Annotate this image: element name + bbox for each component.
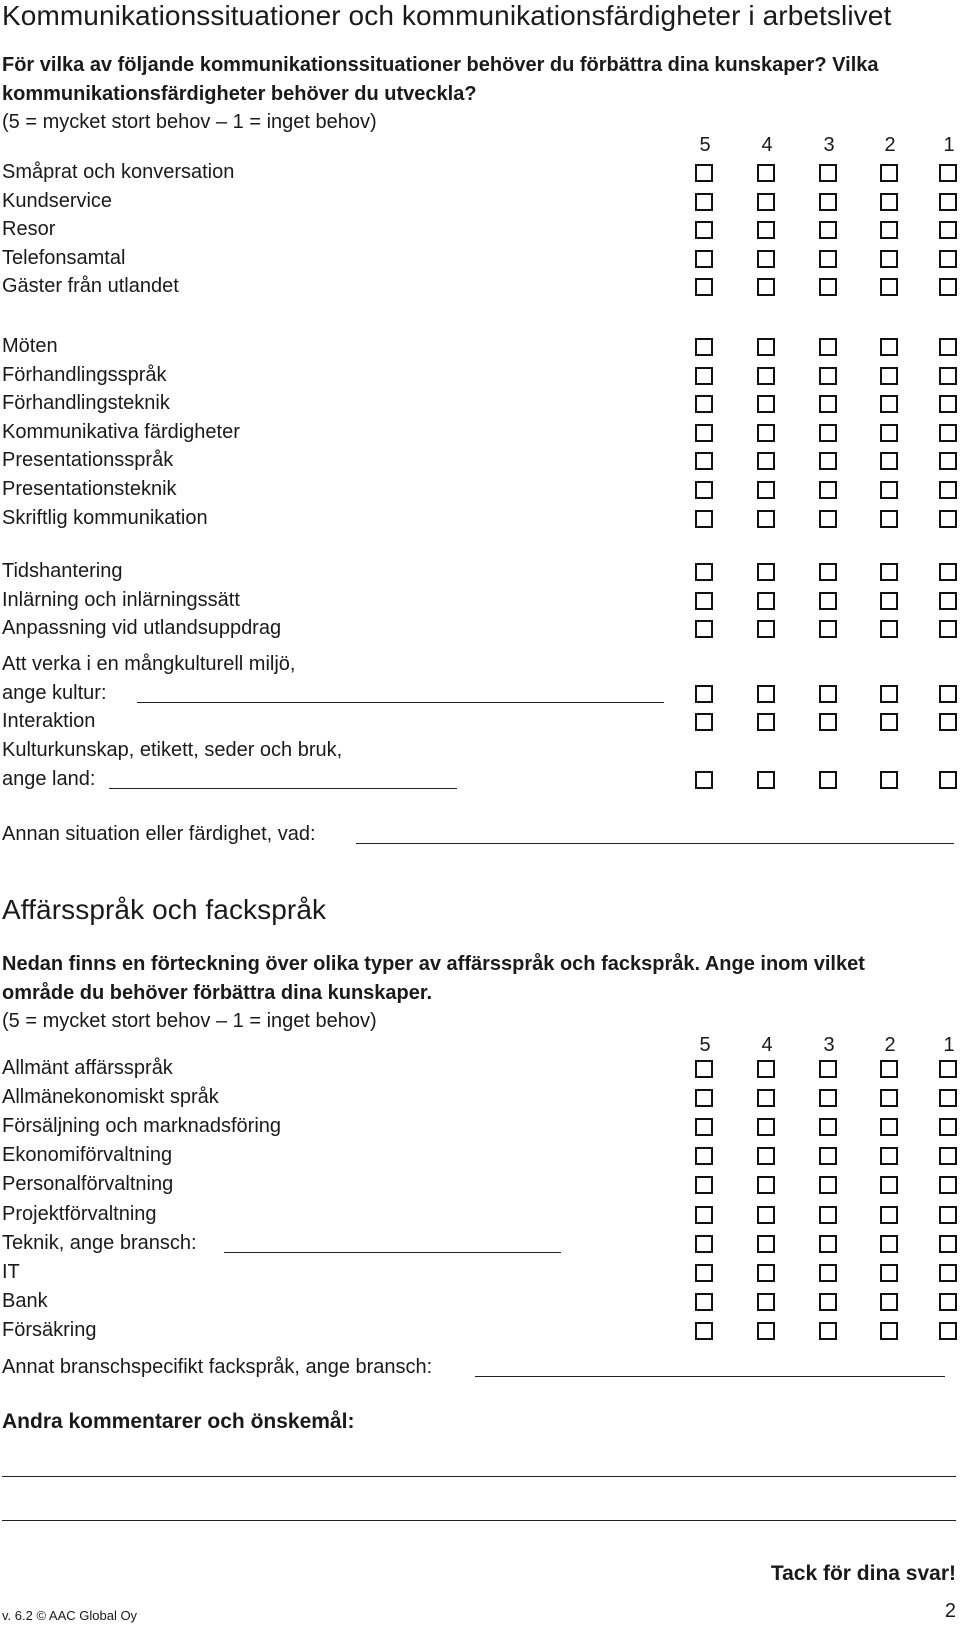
rating-checkbox-2[interactable] bbox=[880, 1147, 898, 1165]
rating-checkbox-1[interactable] bbox=[939, 250, 957, 268]
rating-checkbox-3[interactable] bbox=[819, 592, 837, 610]
rating-checkbox-4[interactable] bbox=[757, 424, 775, 442]
rating-checkbox-5[interactable] bbox=[695, 592, 713, 610]
item-label: Tidshantering bbox=[2, 560, 123, 582]
rating-checkbox-2[interactable] bbox=[880, 1060, 898, 1078]
item-label: Gäster från utlandet bbox=[2, 275, 179, 298]
rating-checkbox-1[interactable] bbox=[939, 620, 957, 638]
item-label: Försäljning och marknadsföring bbox=[2, 1115, 282, 1138]
rating-checkbox-2[interactable] bbox=[880, 1089, 898, 1107]
scale-note-business-language: (5 = mycket stort behov – 1 = inget behov) bbox=[2, 1010, 377, 1032]
rating-checkbox-1[interactable] bbox=[939, 563, 957, 581]
rating-checkbox-4[interactable] bbox=[757, 164, 775, 182]
rating-checkbox-1[interactable] bbox=[939, 221, 957, 239]
list-item bbox=[0, 1258, 960, 1286]
rating-checkbox-3[interactable] bbox=[819, 685, 837, 703]
rating-checkbox-4[interactable] bbox=[757, 771, 775, 789]
rating-checkbox-5[interactable] bbox=[695, 164, 713, 182]
rating-checkbox-5[interactable] bbox=[695, 250, 713, 268]
rating-checkbox-1[interactable] bbox=[939, 1206, 957, 1224]
list-item bbox=[0, 361, 960, 389]
scale-5: 5 bbox=[699, 1034, 711, 1056]
rating-checkbox-4[interactable] bbox=[757, 1322, 775, 1340]
list-item bbox=[0, 1287, 960, 1315]
rating-checkbox-5[interactable] bbox=[695, 1322, 713, 1340]
country-input-line[interactable] bbox=[109, 788, 457, 789]
rating-checkbox-2[interactable] bbox=[880, 713, 898, 731]
rating-checkbox-1[interactable] bbox=[939, 395, 957, 413]
rating-checkbox-1[interactable] bbox=[939, 771, 957, 789]
list-item bbox=[0, 187, 960, 215]
rating-checkbox-5[interactable] bbox=[695, 713, 713, 731]
scale-1: 1 bbox=[943, 1034, 955, 1056]
rating-checkbox-3[interactable] bbox=[819, 221, 837, 239]
rating-checkbox-1[interactable] bbox=[939, 1322, 957, 1340]
rating-checkbox-2[interactable] bbox=[880, 685, 898, 703]
scale-4: 4 bbox=[761, 1034, 773, 1056]
list-item bbox=[0, 1170, 960, 1198]
list-item bbox=[0, 1229, 960, 1257]
list-item-other-branch bbox=[0, 1353, 960, 1381]
item-label: ange land: bbox=[2, 768, 96, 790]
branch-input-line[interactable] bbox=[224, 1252, 561, 1253]
list-item bbox=[0, 614, 960, 642]
section-question-business-language: Nedan finns en förteckning över olika typer av affärsspråk och fackspråk. Ange inom vilket område du behöver förbättra dina kunskaper. bbox=[2, 953, 865, 1004]
item-label: Allmänekonomiskt språk bbox=[2, 1086, 219, 1109]
rating-checkbox-5[interactable] bbox=[695, 1118, 713, 1136]
list-item bbox=[0, 1083, 960, 1111]
rating-checkbox-1[interactable] bbox=[939, 367, 957, 385]
list-item bbox=[0, 475, 960, 503]
section-title-business-language: Affärsspråk och fackspråk bbox=[2, 894, 327, 925]
list-item-culture-field bbox=[0, 679, 960, 707]
rating-checkbox-2[interactable] bbox=[880, 771, 898, 789]
rating-checkbox-3[interactable] bbox=[819, 164, 837, 182]
rating-checkbox-2[interactable] bbox=[880, 1264, 898, 1282]
rating-checkbox-3[interactable] bbox=[819, 1060, 837, 1078]
rating-checkbox-4[interactable] bbox=[757, 1264, 775, 1282]
list-item-culture bbox=[0, 650, 960, 678]
version-text: v. 6.2 © AAC Global Oy bbox=[2, 1608, 138, 1623]
rating-checkbox-5[interactable] bbox=[695, 620, 713, 638]
scale-3: 3 bbox=[823, 134, 835, 156]
rating-checkbox-4[interactable] bbox=[757, 620, 775, 638]
rating-checkbox-4[interactable] bbox=[757, 1089, 775, 1107]
rating-checkbox-4[interactable] bbox=[757, 1206, 775, 1224]
scale-4: 4 bbox=[761, 134, 773, 156]
rating-checkbox-4[interactable] bbox=[757, 367, 775, 385]
rating-checkbox-1[interactable] bbox=[939, 164, 957, 182]
scale-5: 5 bbox=[699, 134, 711, 156]
rating-checkbox-2[interactable] bbox=[880, 1322, 898, 1340]
rating-checkbox-4[interactable] bbox=[757, 510, 775, 528]
rating-checkbox-3[interactable] bbox=[819, 1176, 837, 1194]
item-label: Teknik, ange bransch: bbox=[2, 1231, 197, 1254]
rating-checkbox-2[interactable] bbox=[880, 510, 898, 528]
section-title-communication: Kommunikationssituationer och kommunikationsfärdigheter i arbetslivet bbox=[2, 0, 892, 31]
list-item bbox=[0, 1054, 960, 1082]
rating-checkbox-4[interactable] bbox=[757, 1060, 775, 1078]
scale-header-communication bbox=[0, 131, 960, 159]
other-situation-input-line[interactable] bbox=[356, 843, 954, 844]
rating-checkbox-3[interactable] bbox=[819, 620, 837, 638]
rating-checkbox-1[interactable] bbox=[939, 278, 957, 296]
rating-checkbox-1[interactable] bbox=[939, 1147, 957, 1165]
rating-checkbox-2[interactable] bbox=[880, 452, 898, 470]
rating-checkbox-4[interactable] bbox=[757, 395, 775, 413]
list-item bbox=[0, 418, 960, 446]
rating-checkbox-1[interactable] bbox=[939, 452, 957, 470]
list-item bbox=[0, 1316, 960, 1344]
rating-checkbox-2[interactable] bbox=[880, 367, 898, 385]
comments-line-1[interactable] bbox=[2, 1476, 956, 1477]
rating-checkbox-1[interactable] bbox=[939, 1293, 957, 1311]
list-item bbox=[0, 389, 960, 417]
rating-checkbox-5[interactable] bbox=[695, 1147, 713, 1165]
item-label: IT bbox=[2, 1260, 20, 1283]
rating-checkbox-3[interactable] bbox=[819, 1264, 837, 1282]
list-item bbox=[0, 1200, 960, 1228]
rating-checkbox-4[interactable] bbox=[757, 685, 775, 703]
rating-checkbox-1[interactable] bbox=[939, 713, 957, 731]
rating-checkbox-2[interactable] bbox=[880, 424, 898, 442]
item-label: Annan situation eller färdighet, vad: bbox=[2, 823, 316, 845]
rating-checkbox-3[interactable] bbox=[819, 278, 837, 296]
rating-checkbox-3[interactable] bbox=[819, 1118, 837, 1136]
rating-checkbox-1[interactable] bbox=[939, 1118, 957, 1136]
rating-checkbox-2[interactable] bbox=[880, 395, 898, 413]
item-label: Interaktion bbox=[2, 710, 96, 732]
rating-checkbox-1[interactable] bbox=[939, 1176, 957, 1194]
rating-checkbox-4[interactable] bbox=[757, 1147, 775, 1165]
rating-checkbox-4[interactable] bbox=[757, 481, 775, 499]
item-label: Annat branschspecifikt fackspråk, ange bransch: bbox=[2, 1356, 433, 1378]
rating-checkbox-4[interactable] bbox=[757, 563, 775, 581]
item-label: Personalförvaltning bbox=[2, 1173, 174, 1196]
rating-checkbox-4[interactable] bbox=[757, 592, 775, 610]
thanks-text: Tack för dina svar! bbox=[770, 1562, 956, 1585]
rating-checkbox-2[interactable] bbox=[880, 1235, 898, 1253]
rating-checkbox-5[interactable] bbox=[695, 1293, 713, 1311]
rating-checkbox-3[interactable] bbox=[819, 713, 837, 731]
rating-checkbox-2[interactable] bbox=[880, 1293, 898, 1311]
rating-checkbox-2[interactable] bbox=[880, 278, 898, 296]
rating-checkbox-3[interactable] bbox=[819, 193, 837, 211]
item-label: Förhandlingsspråk bbox=[2, 363, 167, 386]
rating-checkbox-2[interactable] bbox=[880, 164, 898, 182]
rating-checkbox-1[interactable] bbox=[939, 193, 957, 211]
section-question-communication: För vilka av följande kommunikationssituationer behöver du förbättra dina kunskaper? Vilka kommunikationsfärdigheter behöver du utveckla? bbox=[2, 54, 879, 105]
item-label: Presentationsteknik bbox=[2, 478, 177, 500]
item-label: Förhandlingsteknik bbox=[2, 392, 170, 415]
rating-checkbox-5[interactable] bbox=[695, 395, 713, 413]
rating-checkbox-2[interactable] bbox=[880, 481, 898, 499]
scale-1: 1 bbox=[943, 134, 955, 156]
rating-checkbox-2[interactable] bbox=[880, 1118, 898, 1136]
item-label: Kommunikativa färdigheter bbox=[2, 420, 240, 443]
rating-checkbox-5[interactable] bbox=[695, 1176, 713, 1194]
rating-checkbox-4[interactable] bbox=[757, 1293, 775, 1311]
item-label: Allmänt affärsspråk bbox=[2, 1057, 173, 1079]
item-label: Presentationsspråk bbox=[2, 449, 174, 472]
item-label: Projektförvaltning bbox=[2, 1202, 157, 1225]
other-branch-input-line[interactable] bbox=[475, 1376, 945, 1377]
rating-checkbox-4[interactable] bbox=[757, 221, 775, 239]
rating-checkbox-1[interactable] bbox=[939, 424, 957, 442]
rating-checkbox-5[interactable] bbox=[695, 278, 713, 296]
rating-checkbox-3[interactable] bbox=[819, 424, 837, 442]
rating-checkbox-1[interactable] bbox=[939, 510, 957, 528]
rating-checkbox-2[interactable] bbox=[880, 221, 898, 239]
rating-checkbox-5[interactable] bbox=[695, 771, 713, 789]
rating-checkbox-2[interactable] bbox=[880, 620, 898, 638]
item-label: Kulturkunskap, etikett, seder och bruk, bbox=[2, 739, 343, 761]
scale-3: 3 bbox=[823, 1034, 835, 1056]
list-item bbox=[0, 557, 960, 585]
rating-checkbox-3[interactable] bbox=[819, 452, 837, 470]
rating-checkbox-4[interactable] bbox=[757, 452, 775, 470]
rating-checkbox-5[interactable] bbox=[695, 452, 713, 470]
rating-checkbox-1[interactable] bbox=[939, 1235, 957, 1253]
item-label: Anpassning vid utlandsuppdrag bbox=[2, 617, 282, 640]
rating-checkbox-5[interactable] bbox=[695, 1089, 713, 1107]
rating-checkbox-5[interactable] bbox=[695, 193, 713, 211]
list-item bbox=[0, 158, 960, 186]
rating-checkbox-4[interactable] bbox=[757, 1118, 775, 1136]
item-label: Ekonomiförvaltning bbox=[2, 1144, 173, 1167]
culture-input-line[interactable] bbox=[137, 702, 664, 703]
list-item-interaction bbox=[0, 707, 960, 735]
item-label: Inlärning och inlärningssätt bbox=[2, 588, 240, 611]
item-label: Att verka i en mångkulturell miljö, bbox=[2, 653, 296, 675]
item-label: Kundservice bbox=[2, 189, 113, 212]
scale-2: 2 bbox=[884, 1034, 896, 1056]
item-label: Försäkring bbox=[2, 1318, 97, 1341]
rating-checkbox-4[interactable] bbox=[757, 250, 775, 268]
rating-checkbox-2[interactable] bbox=[880, 338, 898, 356]
rating-checkbox-3[interactable] bbox=[819, 563, 837, 581]
list-item bbox=[0, 446, 960, 474]
rating-checkbox-5[interactable] bbox=[695, 510, 713, 528]
rating-checkbox-3[interactable] bbox=[819, 1322, 837, 1340]
list-item bbox=[0, 1141, 960, 1169]
rating-checkbox-3[interactable] bbox=[819, 338, 837, 356]
rating-checkbox-3[interactable] bbox=[819, 510, 837, 528]
rating-checkbox-5[interactable] bbox=[695, 367, 713, 385]
rating-checkbox-3[interactable] bbox=[819, 771, 837, 789]
rating-checkbox-5[interactable] bbox=[695, 338, 713, 356]
rating-checkbox-1[interactable] bbox=[939, 338, 957, 356]
list-item bbox=[0, 586, 960, 614]
rating-checkbox-5[interactable] bbox=[695, 221, 713, 239]
comments-line-2[interactable] bbox=[2, 1520, 956, 1521]
rating-checkbox-5[interactable] bbox=[695, 1206, 713, 1224]
list-item bbox=[0, 504, 960, 532]
rating-checkbox-4[interactable] bbox=[757, 1235, 775, 1253]
rating-checkbox-3[interactable] bbox=[819, 1235, 837, 1253]
rating-checkbox-4[interactable] bbox=[757, 1176, 775, 1194]
rating-checkbox-1[interactable] bbox=[939, 1264, 957, 1282]
scale-2: 2 bbox=[884, 134, 896, 156]
item-label: Möten bbox=[2, 335, 58, 357]
rating-checkbox-1[interactable] bbox=[939, 1060, 957, 1078]
item-label: Bank bbox=[2, 1289, 48, 1312]
item-label: Telefonsamtal bbox=[2, 246, 126, 269]
rating-checkbox-4[interactable] bbox=[757, 278, 775, 296]
scale-note-communication: (5 = mycket stort behov – 1 = inget behov) bbox=[2, 111, 377, 133]
item-label: Skriftlig kommunikation bbox=[2, 506, 208, 529]
rating-checkbox-2[interactable] bbox=[880, 592, 898, 610]
rating-checkbox-5[interactable] bbox=[695, 1235, 713, 1253]
rating-checkbox-4[interactable] bbox=[757, 713, 775, 731]
rating-checkbox-3[interactable] bbox=[819, 481, 837, 499]
list-item bbox=[0, 1112, 960, 1140]
rating-checkbox-5[interactable] bbox=[695, 685, 713, 703]
page-number: 2 bbox=[944, 1600, 956, 1622]
rating-checkbox-3[interactable] bbox=[819, 367, 837, 385]
rating-checkbox-1[interactable] bbox=[939, 685, 957, 703]
rating-checkbox-3[interactable] bbox=[819, 1206, 837, 1224]
rating-checkbox-5[interactable] bbox=[695, 563, 713, 581]
rating-checkbox-5[interactable] bbox=[695, 424, 713, 442]
list-item bbox=[0, 332, 960, 360]
rating-checkbox-3[interactable] bbox=[819, 250, 837, 268]
rating-checkbox-2[interactable] bbox=[880, 563, 898, 581]
item-label: ange kultur: bbox=[2, 682, 107, 704]
rating-checkbox-1[interactable] bbox=[939, 1089, 957, 1107]
rating-checkbox-2[interactable] bbox=[880, 1206, 898, 1224]
rating-checkbox-3[interactable] bbox=[819, 1293, 837, 1311]
rating-checkbox-3[interactable] bbox=[819, 395, 837, 413]
rating-checkbox-5[interactable] bbox=[695, 1264, 713, 1282]
rating-checkbox-4[interactable] bbox=[757, 338, 775, 356]
rating-checkbox-1[interactable] bbox=[939, 592, 957, 610]
list-item bbox=[0, 215, 960, 243]
comments-heading: Andra kommentarer och önskemål: bbox=[2, 1410, 355, 1433]
rating-checkbox-1[interactable] bbox=[939, 481, 957, 499]
list-item bbox=[0, 244, 960, 272]
item-label: Småprat och konversation bbox=[2, 161, 235, 183]
rating-checkbox-2[interactable] bbox=[880, 250, 898, 268]
list-item-other-situation bbox=[0, 820, 960, 848]
rating-checkbox-2[interactable] bbox=[880, 1176, 898, 1194]
rating-checkbox-4[interactable] bbox=[757, 193, 775, 211]
item-label: Resor bbox=[2, 218, 56, 241]
rating-checkbox-5[interactable] bbox=[695, 1060, 713, 1078]
list-item-country-field bbox=[0, 765, 960, 793]
rating-checkbox-2[interactable] bbox=[880, 193, 898, 211]
list-item bbox=[0, 272, 960, 300]
rating-checkbox-3[interactable] bbox=[819, 1147, 837, 1165]
rating-checkbox-5[interactable] bbox=[695, 481, 713, 499]
list-item-country bbox=[0, 736, 960, 764]
rating-checkbox-3[interactable] bbox=[819, 1089, 837, 1107]
